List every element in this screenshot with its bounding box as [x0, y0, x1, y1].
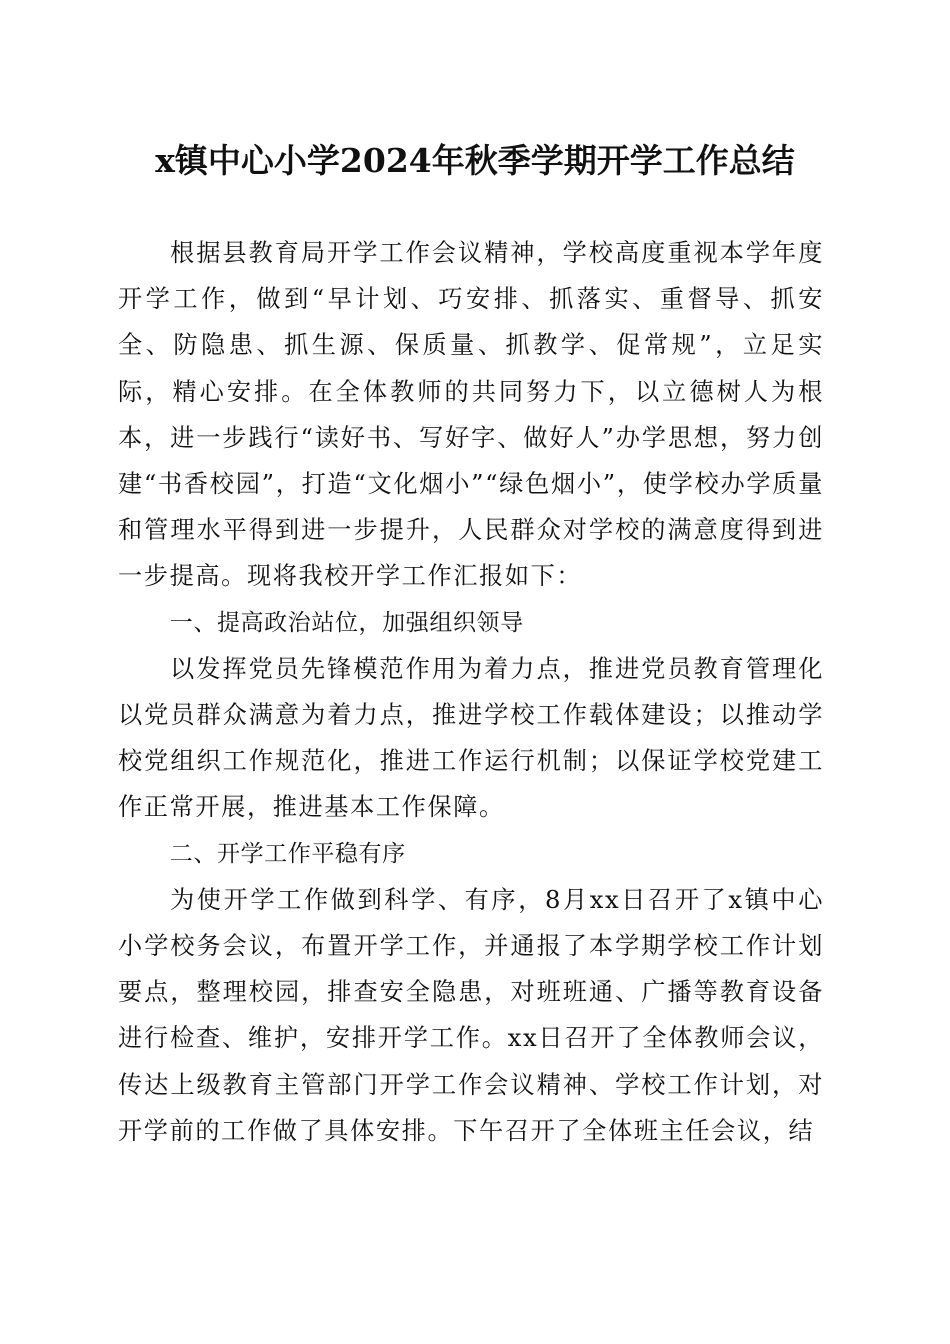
section-heading-2: 二、开学工作平稳有序 — [169, 840, 406, 867]
document-body — [118, 230, 824, 1154]
section-heading-1: 一、提高政治站位，加强组织领导 — [169, 609, 524, 636]
section-paragraph-1: 以发挥党员先锋模范作用为着力点，推进党员教育管理化以党员群众满意为着力点，推进学校工作载体建设；以推动学校党组织工作规范化，推进工作运行机制；以保证学校党建工作正常开展，推进基本工作保障。 — [118, 654, 824, 822]
intro-paragraph: 根据县教育局开学工作会议精神，学校高度重视本学年度开学工作，做到“早计划、巧安排、抓落实、重督导、抓安全、防隐患、抓生源、保质量、抓教学、促常规”，立足实际，精心安排。在全体教师的共同努力下，以立德树人为根本，进一步践行“读好书、写好字、做好人”办学思想，努力创建“书香校园”，打造“文化烟小”“绿色烟小”，使学校办学质量和管理水平得到进一步提升，人民群众对学校的满意度得到进一步提高。现将我校开学工作汇报如下： — [118, 239, 824, 591]
document-title: x镇中心小学2024年秋季学期开学工作总结 — [155, 141, 795, 180]
section-paragraph-2: 为使开学工作做到科学、有序，8月xx日召开了x镇中心小学校务会议，布置开学工作，并通报了本学期学校工作计划要点，整理校园，排查安全隐患，对班班通、广播等教育设备进行检查、维护，安排开学工作。xx日召开了全体教师会议，传达上级教育主管部门开学工作会议精神、学校工作计划，对开学前的工作做了具体安排。下午召开了全体班主任会议，结 — [118, 885, 824, 1145]
